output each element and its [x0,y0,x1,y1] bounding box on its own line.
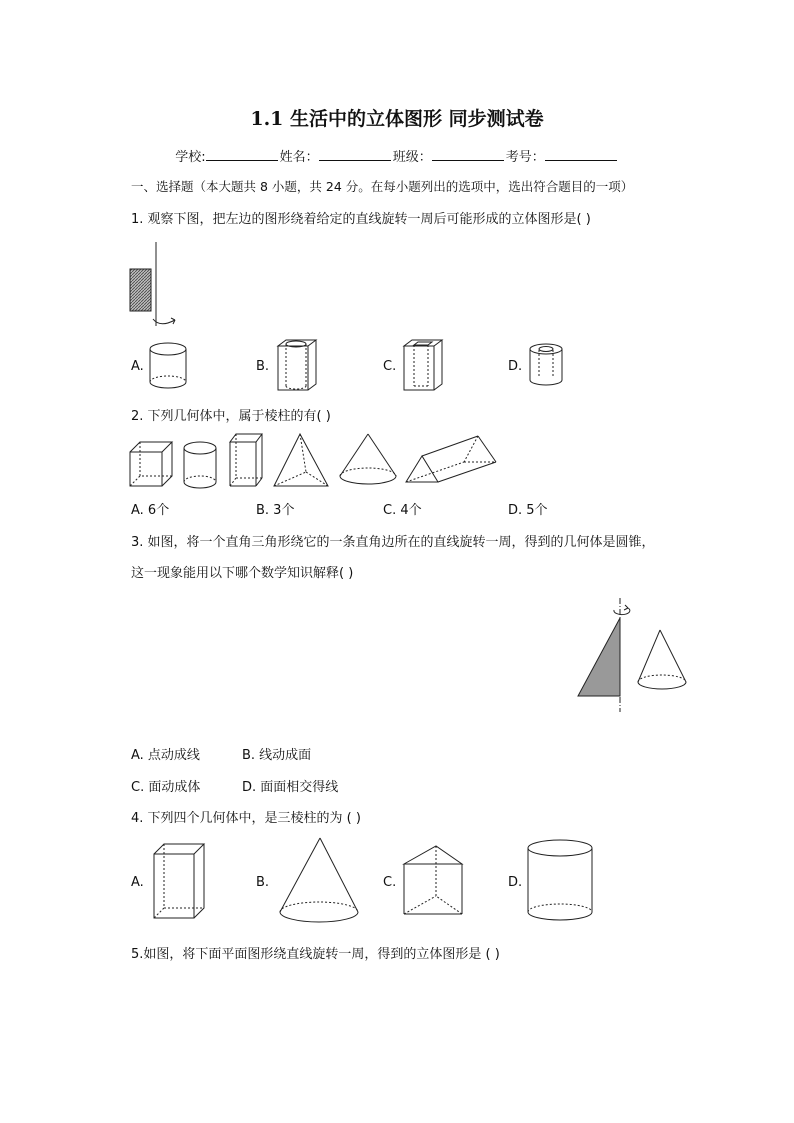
prism-icon [230,434,262,486]
q4-option-a[interactable]: A. [131,875,144,890]
q2-option-c[interactable]: C. 4个 [383,503,422,518]
rotation-arrow-icon [614,608,630,615]
q4-rectangular-prism-icon [150,840,210,922]
exam-no-blank[interactable] [545,148,617,161]
class-blank[interactable] [432,148,504,161]
q1-option-d[interactable]: D. [508,359,523,374]
q4-option-c[interactable]: C. [383,875,397,890]
section-heading: 一、选择题（本大题共 8 小题，共 24 分。在每小题列出的选项中，选出符合题目的一项） [131,179,634,194]
student-info-line [0,146,794,165]
q3-stem-line2: 这一现象能用以下哪个数学知识解释( ) [131,566,354,581]
q2-solids-figure [128,428,500,494]
q1-hollow-cylinder-icon [148,340,190,390]
q3-triangle-rotation-figure [574,598,694,716]
name-label: 姓名： [279,150,319,165]
cube-icon [130,442,172,486]
cone-icon [638,630,686,689]
q4-option-d[interactable]: D. [508,875,523,890]
q1-tube-icon [528,342,568,388]
q3-stem-line1: 3. 如图，将一个直角三角形绕它的一条直角边所在的直线旋转一周，得到的几何体是圆锥， [131,535,655,550]
q2-stem: 2. 下列几何体中，属于棱柱的有( ) [131,409,331,424]
exam-no-label: 考号： [505,150,545,165]
q3-option-a[interactable]: A. 点动成线 [131,748,200,763]
school-label: 学校: [175,150,206,165]
q2-option-d[interactable]: D. 5个 [508,503,548,518]
q3-option-c[interactable]: C. 面动成体 [131,780,201,795]
q3-option-b[interactable]: B. 线动成面 [242,748,312,763]
q1-square-prism-with-square-hole-icon [402,338,446,396]
school-blank[interactable] [206,148,278,161]
q4-option-b[interactable]: B. [256,875,270,890]
q1-option-c[interactable]: C. [383,359,397,374]
q1-rotation-figure [120,236,190,336]
q1-stem: 1. 观察下图，把左边的图形绕着给定的直线旋转一周后可能形成的立体图形是( ) [131,212,591,227]
class-label: 班级： [392,150,432,165]
page-title: 1.1 生活中的立体图形 同步测试卷 [250,108,544,130]
q2-option-a[interactable]: A. 6个 [131,503,170,518]
pyramid-icon [274,434,328,486]
q5-stem: 5.如图，将下面平面图形绕直线旋转一周，得到的立体图形是 ( ) [131,947,500,962]
q4-stem: 4. 下列四个几何体中，是三棱柱的为 ( ) [131,811,361,826]
name-blank[interactable] [319,148,391,161]
q1-option-b[interactable]: B. [256,359,270,374]
q4-triangular-prism-icon [402,842,466,920]
cone-icon [340,434,396,484]
shaded-rectangle [130,269,151,311]
q4-cylinder-icon [526,838,596,924]
right-triangle [578,618,620,696]
q1-option-a[interactable]: A. [131,359,144,374]
q4-cone-icon [278,836,362,926]
cylinder-icon [184,442,216,488]
q1-square-prism-with-cylinder-hole-icon [276,338,320,396]
q3-option-d[interactable]: D. 面面相交得线 [242,780,339,795]
q2-option-b[interactable]: B. 3个 [256,503,295,518]
triangular-prism-icon [406,436,496,482]
